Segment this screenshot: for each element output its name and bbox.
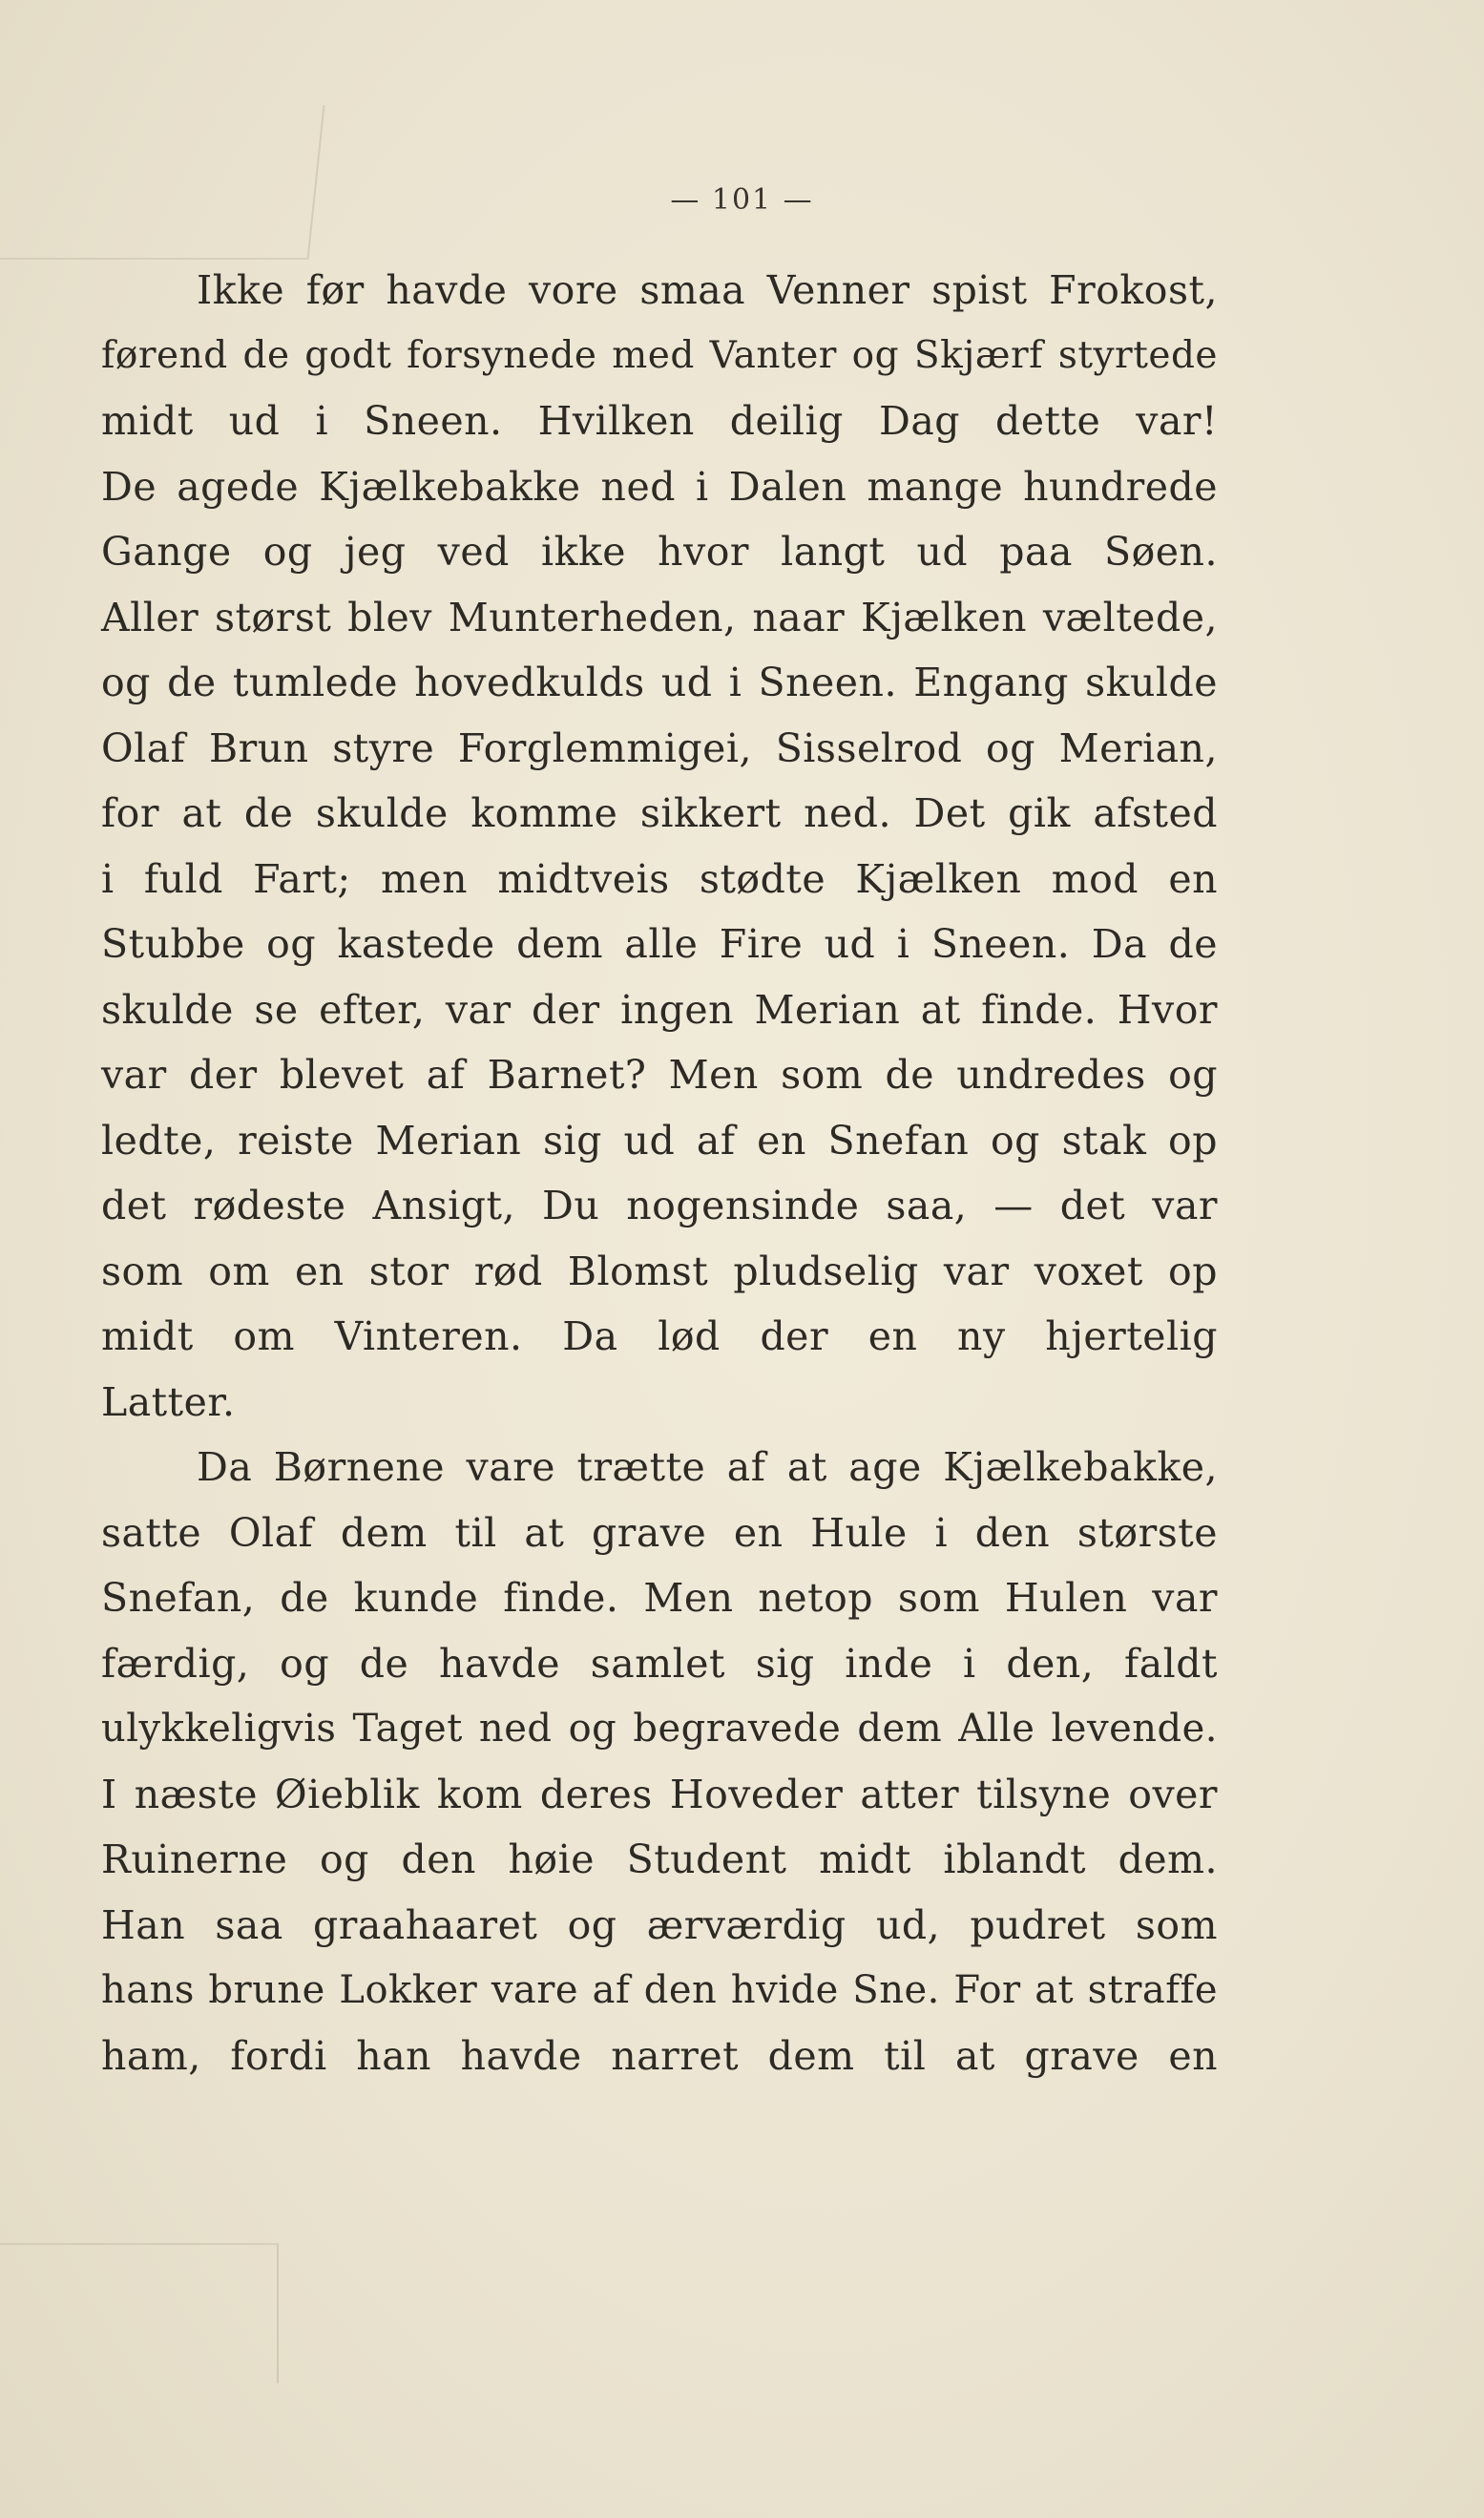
text-line: Gange og jeg ved ikke hvor langt ud paa Søen. — [101, 529, 1218, 575]
page-number: — 101 — — [670, 183, 814, 217]
text-line: førend de godt forsynede med Vanter og Skjærf styrtede — [101, 333, 1218, 377]
body-text — [101, 258, 1218, 2088]
text-line: ulykkeligvis Taget ned og begravede dem Alle levende. — [101, 1707, 1218, 1751]
text-line: det rødeste Ansigt, Du nogensinde saa, — det var — [101, 1183, 1218, 1228]
text-line: Stubbe og kastede dem alle Fire ud i Sneen. Da de — [101, 921, 1218, 967]
text-line: Snefan, de kunde finde. Men netop som Hulen var — [101, 1575, 1218, 1621]
text-line: var der blevet af Barnet? Men som de undredes og — [101, 1052, 1218, 1098]
text-line: og de tumlede hovedkulds ud i Sneen. Engang skulde — [101, 660, 1218, 705]
text-line: hans brune Lokker vare af den hvide Sne. For at straffe — [101, 1968, 1218, 2012]
page-corner-mark — [0, 105, 325, 260]
text-line: De agede Kjælkebakke ned i Dalen mange hundrede — [101, 463, 1218, 510]
text-line: ham, fordi han havde narret dem til at grave en — [101, 2032, 1218, 2079]
text-line: i fuld Fart; men midtveis stødte Kjælken mod en — [101, 855, 1218, 902]
text-line: færdig, og de havde samlet sig inde i den, faldt — [101, 1640, 1218, 1687]
text-line: I næste Øieblik kom deres Hoveder atter tilsyne over — [101, 1771, 1218, 1817]
text-line: Aller størst blev Munterheden, naar Kjælken væltede, — [101, 594, 1218, 640]
text-line: skulde se efter, var der ingen Merian at finde. Hvor — [101, 986, 1218, 1033]
text-line: midt ud i Sneen. Hvilken deilig Dag dette var! — [101, 398, 1218, 444]
text-line: Ikke før havde vore smaa Venner spist Frokost, — [197, 267, 1218, 313]
text-line: Ruinerne og den høie Student midt iblandt dem. — [101, 1836, 1218, 1882]
text-line: ledte, reiste Merian sig ud af en Snefan og stak op — [101, 1117, 1218, 1164]
page-corner-mark — [0, 2243, 279, 2383]
text-line: for at de skulde komme sikkert ned. Det gik afsted — [101, 790, 1218, 836]
text-line: Olaf Brun styre Forglemmigei, Sisselrod og Merian, — [101, 724, 1218, 771]
text-line: satte Olaf dem til at grave en Hule i den største — [101, 1509, 1218, 1556]
text-line: Da Børnene vare trætte af at age Kjælkebakke, — [197, 1444, 1218, 1490]
text-line: som om en stor rød Blomst pludselig var voxet op — [101, 1248, 1218, 1294]
text-line: Latter. — [101, 1378, 236, 1425]
text-line: Han saa graahaaret og ærværdig ud, pudret som — [101, 1901, 1218, 1948]
text-line: midt om Vinteren. Da lød der en ny hjertelig — [101, 1313, 1218, 1359]
